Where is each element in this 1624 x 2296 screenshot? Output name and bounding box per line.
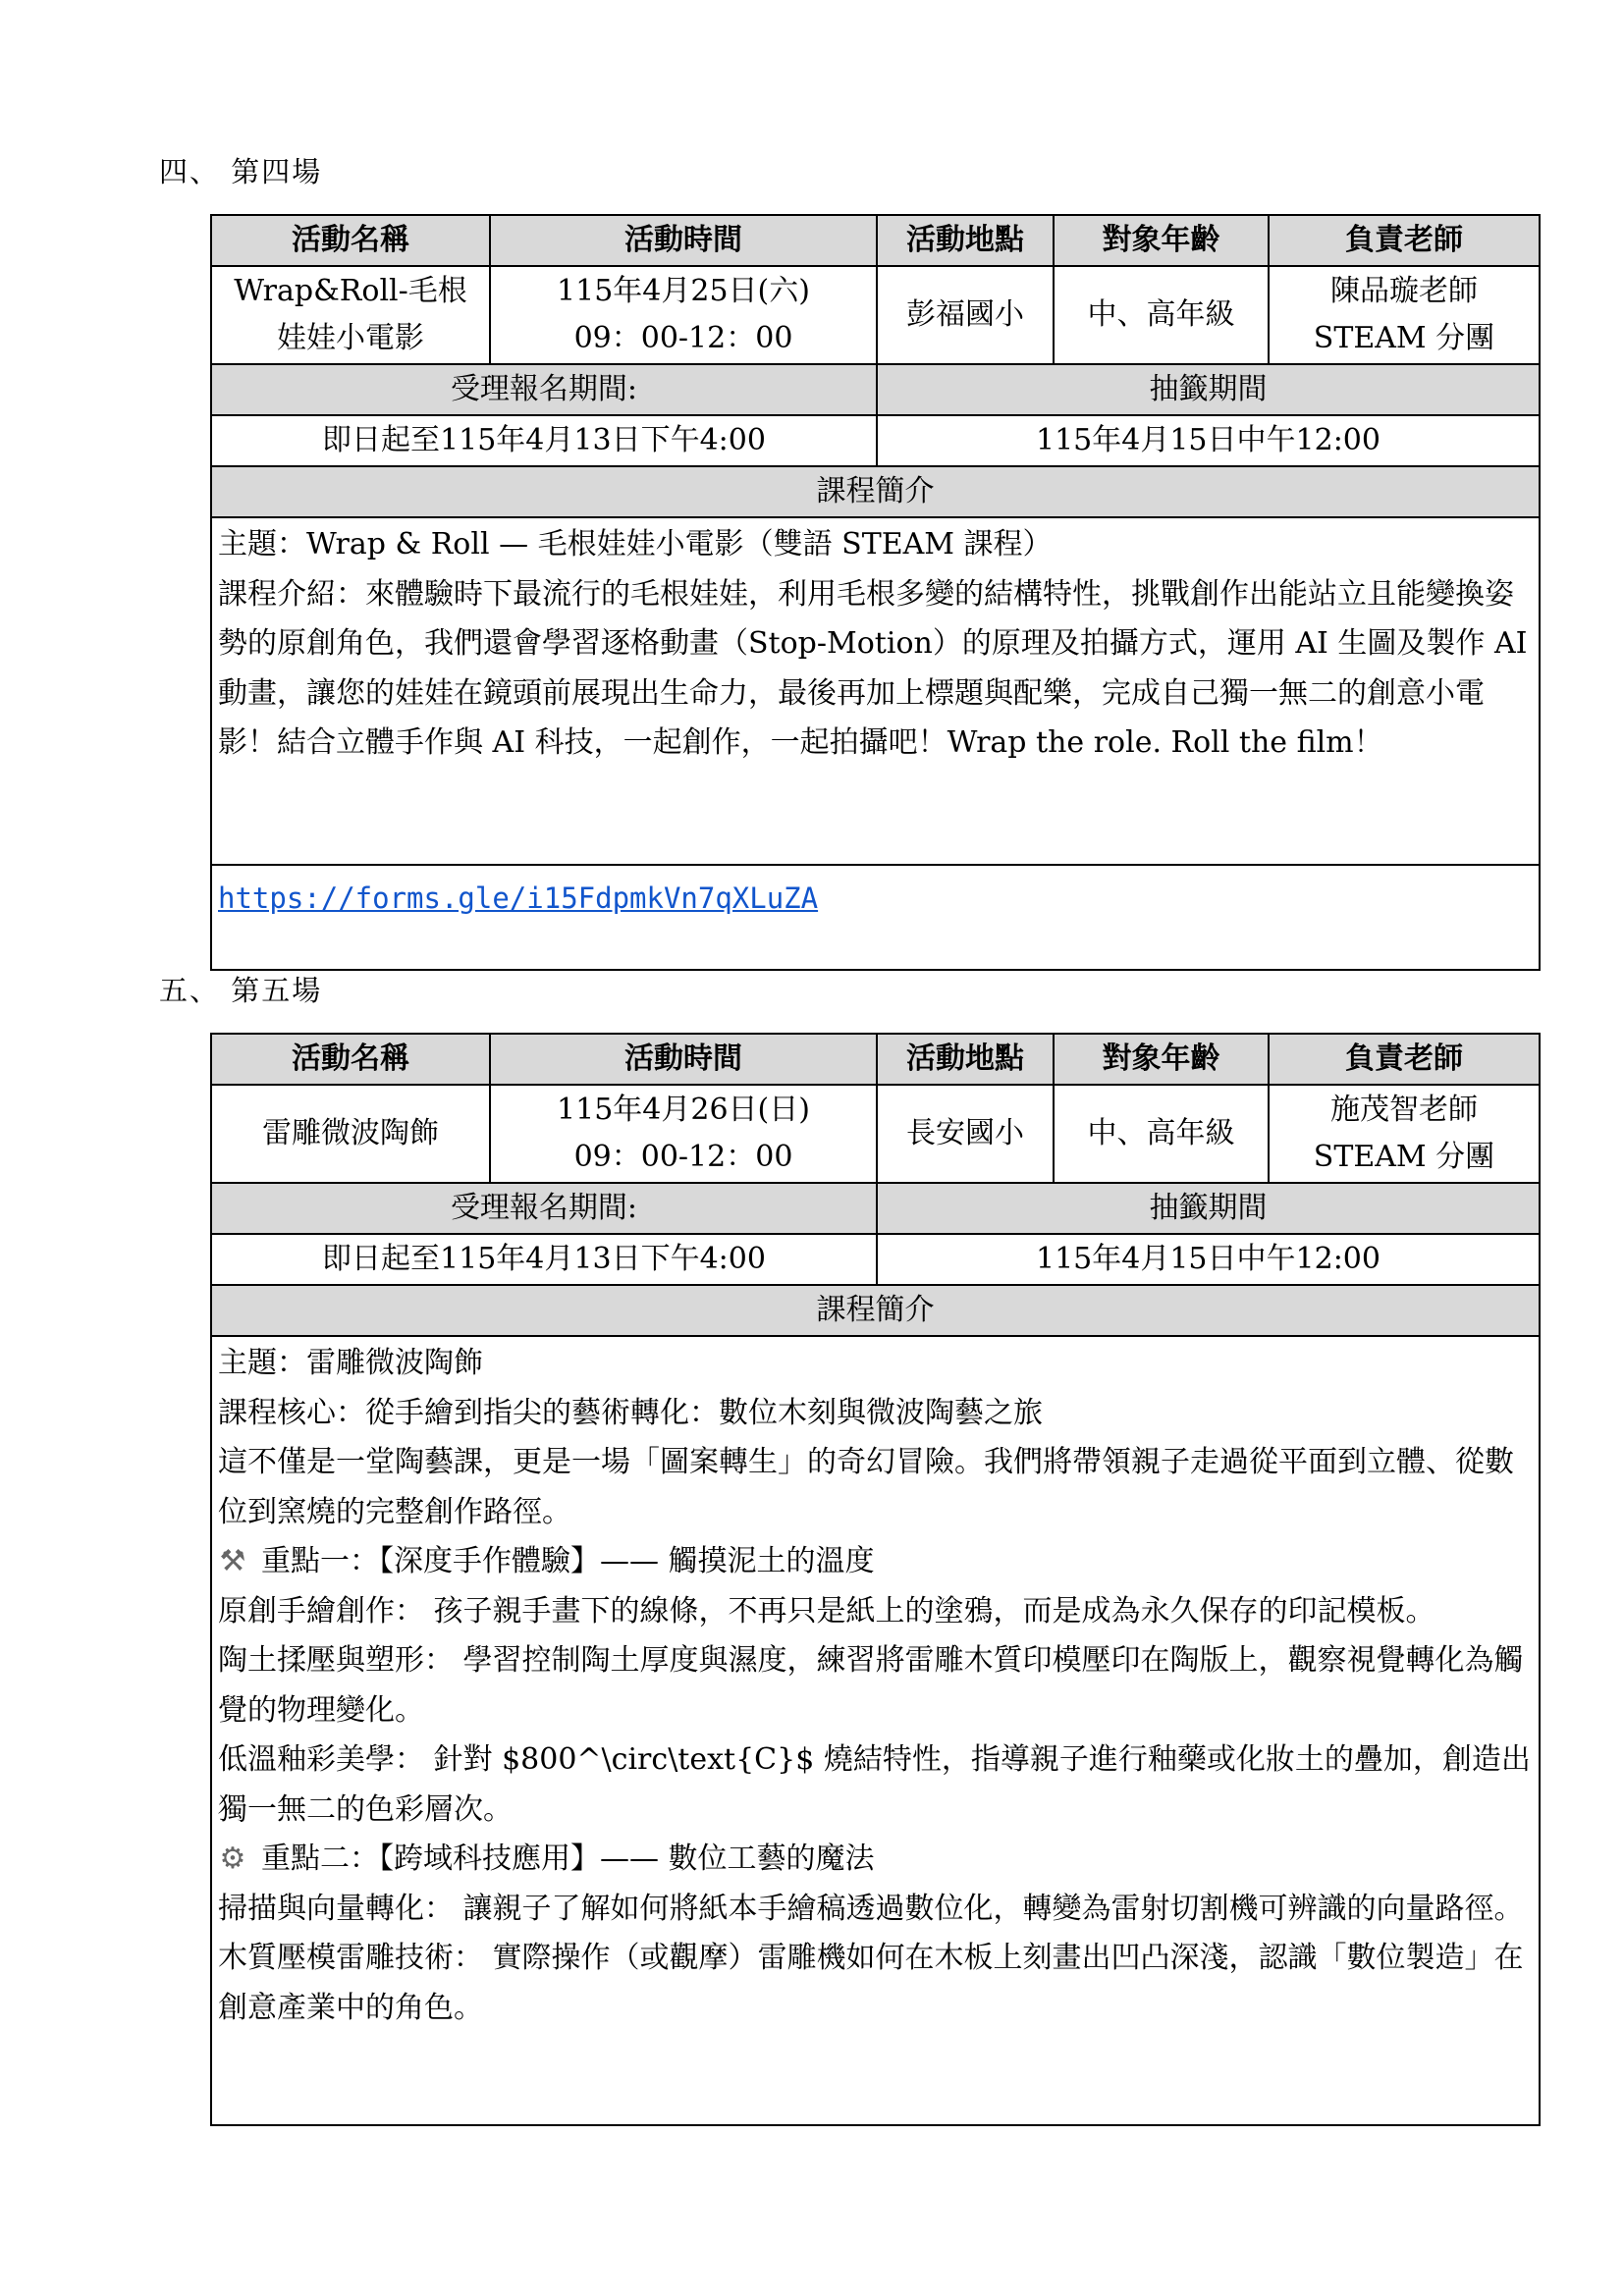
gear-icon: ⚙ bbox=[219, 1842, 246, 1876]
course-description bbox=[211, 517, 1540, 865]
header-teacher: 負責老師 bbox=[1269, 215, 1540, 266]
header-teacher: 負責老師 bbox=[1269, 1034, 1540, 1085]
desc-line: 陶土揉壓與塑形： 學習控制陶土厚度與濕度，練習將雷雕木質印模壓印在陶版上，觀察視覺轉化為觸覺的物理變化。 bbox=[218, 1643, 1524, 1728]
lottery-period: 115年4月15日中午12:00 bbox=[877, 415, 1540, 466]
activity-time: 115年4月25日(六) 09：00-12：00 bbox=[490, 266, 877, 364]
activity-name: 雷雕微波陶飾 bbox=[211, 1085, 490, 1183]
activity-name: Wrap&Roll-毛根 娃娃小電影 bbox=[211, 266, 490, 364]
desc-line: 低溫釉彩美學： 針對 $800^\circ\text{C}$ 燒結特性，指導親子進行釉藥或化妝土的疊加，創造出獨一無二的色彩層次。 bbox=[218, 1742, 1531, 1827]
session-5-table bbox=[210, 1033, 1541, 2126]
signup-period: 即日起至115年4月13日下午4:00 bbox=[211, 415, 877, 466]
session-4-table bbox=[210, 214, 1541, 971]
activity-place: 彭福國小 bbox=[877, 266, 1054, 364]
desc-line: 主題：雷雕微波陶飾 bbox=[218, 1346, 483, 1380]
desc-line: 木質壓模雷雕技術： 實際操作（或觀摩）雷雕機如何在木板上刻畫出凹凸深淺，認識「數位製造」在創意產業中的角色。 bbox=[218, 1941, 1524, 2025]
activity-time: 115年4月26日(日) 09：00-12：00 bbox=[490, 1085, 877, 1183]
signup-link[interactable]: https://forms.gle/i15FdpmkVn7qXLuZA bbox=[218, 881, 819, 915]
desc-line: 課程介紹：來體驗時下最流行的毛根娃娃，利用毛根多變的結構特性，挑戰創作出能站立且能變換姿勢的原創角色，我們還會學習逐格動畫（Stop-Motion）的原理及拍攝方式，運用 AI 生圖及製作 AI 動畫，讓您的娃娃在鏡頭前展現出生命力，最後再加上標題與配樂，完成自己獨一無二的創意小電影！結合立體手作與 AI 科技，一起創作，一起拍攝吧！Wrap the role. Roll the film！ bbox=[218, 576, 1528, 760]
signup-header: 受理報名期間: bbox=[211, 1183, 877, 1234]
desc-line: ⚒ 重點一：【深度手作體驗】—— 觸摸泥土的溫度 bbox=[218, 1537, 1533, 1587]
activity-place: 長安國小 bbox=[877, 1085, 1054, 1183]
desc-line: 掃描與向量轉化： 讓親子了解如何將紙本手繪稿透過數位化，轉變為雷射切割機可辨識的向量路徑。 bbox=[218, 1891, 1524, 1926]
signup-link-cell bbox=[211, 865, 1540, 970]
header-age: 對象年齡 bbox=[1054, 215, 1269, 266]
desc-line: 課程核心：從手繪到指尖的藝術轉化：數位木刻與微波陶藝之旅 bbox=[218, 1395, 1043, 1430]
header-place: 活動地點 bbox=[877, 1034, 1054, 1085]
target-age: 中、高年級 bbox=[1054, 266, 1269, 364]
section-5-title: 五、 第五場 bbox=[159, 974, 323, 1007]
intro-header: 課程簡介 bbox=[211, 1285, 1540, 1336]
teacher: 施茂智老師 STEAM 分團 bbox=[1269, 1085, 1540, 1183]
signup-period: 即日起至115年4月13日下午4:00 bbox=[211, 1234, 877, 1285]
desc-line: ⚙ 重點二：【跨域科技應用】—— 數位工藝的魔法 bbox=[218, 1835, 1533, 1885]
header-time: 活動時間 bbox=[490, 215, 877, 266]
signup-header: 受理報名期間: bbox=[211, 364, 877, 415]
lottery-header: 抽籤期間 bbox=[877, 364, 1540, 415]
header-name: 活動名稱 bbox=[211, 215, 490, 266]
header-age: 對象年齡 bbox=[1054, 1034, 1269, 1085]
header-name: 活動名稱 bbox=[211, 1034, 490, 1085]
target-age: 中、高年級 bbox=[1054, 1085, 1269, 1183]
course-description bbox=[211, 1336, 1540, 2125]
header-time: 活動時間 bbox=[490, 1034, 877, 1085]
desc-line: 主題：Wrap & Roll — 毛根娃娃小電影（雙語 STEAM 課程） bbox=[218, 527, 1053, 561]
lottery-period: 115年4月15日中午12:00 bbox=[877, 1234, 1540, 1285]
teacher: 陳品璇老師 STEAM 分團 bbox=[1269, 266, 1540, 364]
intro-header: 課程簡介 bbox=[211, 466, 1540, 517]
section-4-title: 四、 第四場 bbox=[159, 155, 323, 188]
lottery-header: 抽籤期間 bbox=[877, 1183, 1540, 1234]
desc-line: 這不僅是一堂陶藝課，更是一場「圖案轉生」的奇幻冒險。我們將帶領親子走過從平面到立體、從數位到窯燒的完整創作路徑。 bbox=[218, 1445, 1514, 1529]
desc-line: 原創手繪創作： 孩子親手畫下的線條，不再只是紙上的塗鴉，而是成為永久保存的印記模板。 bbox=[218, 1593, 1435, 1629]
header-place: 活動地點 bbox=[877, 215, 1054, 266]
hammer-wrench-icon: ⚒ bbox=[219, 1544, 246, 1578]
